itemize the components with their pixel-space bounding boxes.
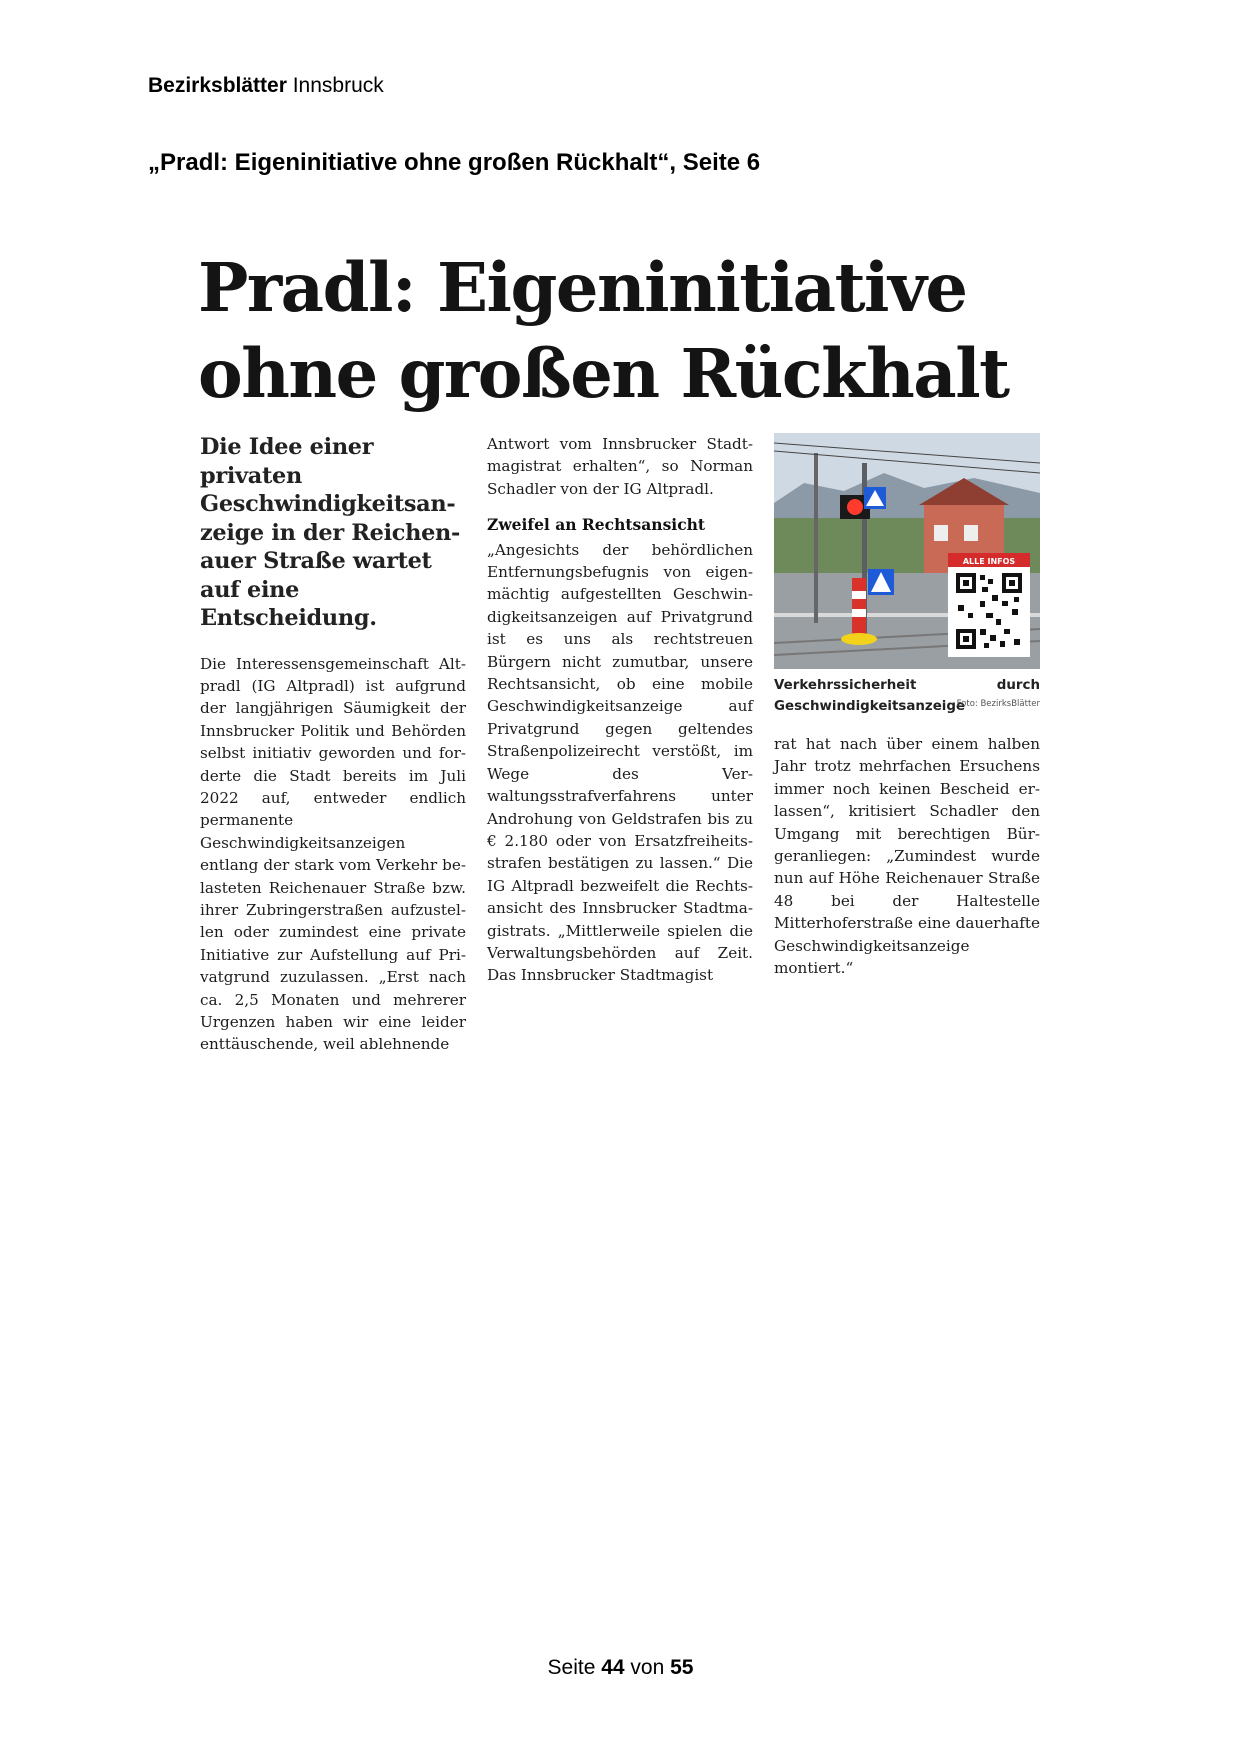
street-photo-illustration xyxy=(774,433,1040,669)
lead-paragraph: Die Idee einer privaten Geschwindigkeitsanzeige in der Reichenauer Straße wartet auf eine Entscheidung. xyxy=(200,434,461,631)
page-footer xyxy=(0,1656,1241,1680)
photo-caption-text: Verkehrssicherheit durch Geschwindigkeitsanzeige xyxy=(774,678,1040,714)
article-columns xyxy=(200,433,1040,1054)
publication-name-rest: Innsbruck xyxy=(286,74,384,97)
column-3-text: rat hat nach über einem halben Jahr trotz mehrfachen Ersuchens immer noch keinen Bescheid erlassen“, kritisiert Schadler den Umgang mit berechtigen Bürgeranliegen: „Zumindest wurde nun auf Höhe Reichenauer Straße 48 bei der Haltestelle Mitterhoferstraße eine dauerhafte Geschwindigkeitsanzeige montiert.“ xyxy=(774,735,1040,978)
subheading: Zweifel an Rechtsansicht xyxy=(487,515,706,535)
qr-label: ALLE INFOS xyxy=(962,557,1016,566)
footer-prefix: Seite xyxy=(547,1656,602,1679)
newspaper-clipping xyxy=(198,245,1040,1054)
footer-middle: von xyxy=(624,1656,671,1679)
column-1 xyxy=(200,433,466,1056)
footer-total-pages: 55 xyxy=(670,1656,694,1679)
photo-credit: Foto: BezirksBlätter xyxy=(956,699,1040,709)
photo-caption xyxy=(774,675,1040,717)
column-2-text-a: Antwort vom Innsbrucker Stadtmagistrat erhalten“, so Norman Schadler von der IG Altpradl. xyxy=(487,435,753,498)
street-photo xyxy=(774,433,1040,669)
column-3 xyxy=(774,433,1040,979)
publication-name xyxy=(148,74,384,98)
headline-line-2: ohne großen Rückhalt xyxy=(198,334,1009,413)
article-reference: „Pradl: Eigeninitiative ohne großen Rückhalt“, Seite 6 xyxy=(148,149,761,176)
headline-line-1: Pradl: Eigeninitiative xyxy=(198,248,967,327)
column-2-text-b: „Angesichts der behördlichen Entfernungsbefugnis von eigenmächtig aufgestellten Geschwindigkeitsanzeigen auf Privatgrund ist es uns als rechtstreuen Bürgern nicht zumutbar, unsere Rechtsansicht, ob eine mobile Geschwindigkeitsanzeige auf Privatgrund gegen geltendes Straßenpolizeirecht verstößt, im Wege des Verwaltungsstrafverfahrens unter Androhung von Geldstrafen bis zu € 2.180 oder von Ersatzfreiheitsstrafen bestätigen zu lassen.“ Die IG Altpradl bezweifelt die Rechtsansicht des Innsbrucker Stadtmagistrats. „Mittlerweile spielen die Verwaltungsbehörden auf Zeit. Das Innsbrucker Stadtmagist xyxy=(487,540,753,985)
column-2 xyxy=(487,433,753,987)
publication-name-bold: Bezirksblätter xyxy=(148,74,287,97)
footer-current-page: 44 xyxy=(601,1656,625,1679)
column-1-text: Die Interessensgemeinschaft Altpradl (IG Altpradl) ist aufgrund der langjährigen Säumigkeit der Innsbrucker Politik und Behörden selbst initiativ geworden und forderte die Stadt bereits im Juli 2022 auf, entweder endlich permanente Geschwindigkeitsanzeigen entlang der stark vom Verkehr belasteten Reichenauer Straße bzw. ihrer Zubringerstraßen aufzustellen oder zumindest eine private Initiative zur Aufstellung auf Privatgrund zuzulassen. „Erst nach ca. 2,5 Monaten und mehrerer Urgenzen haben wir eine leider enttäuschende, weil ablehnende xyxy=(200,654,466,1054)
